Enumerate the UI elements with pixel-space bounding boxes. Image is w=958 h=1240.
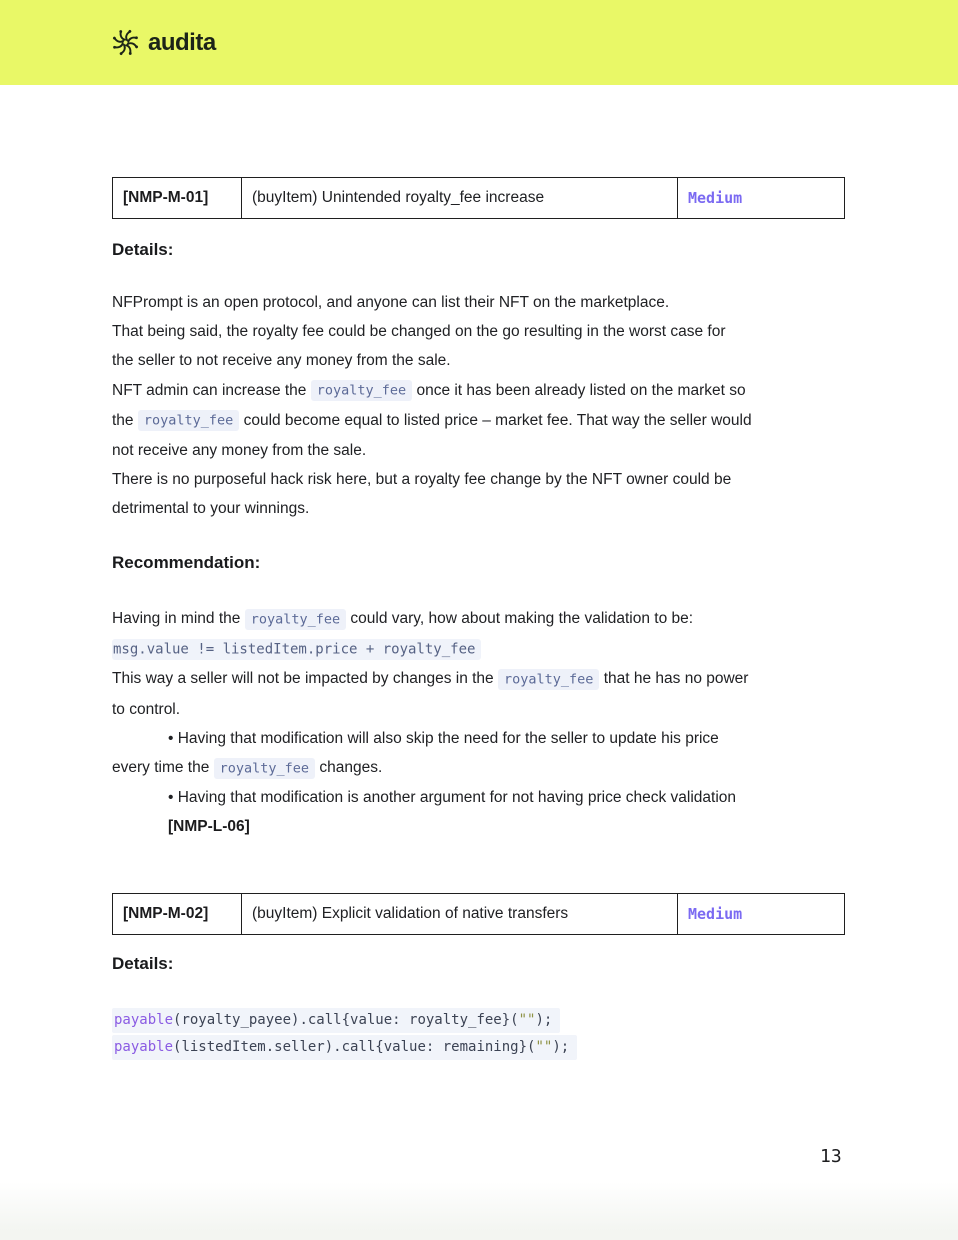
finding-table-nmp-m-01 [112, 177, 845, 219]
code-keyword: payable [114, 1039, 174, 1055]
text-line [112, 465, 852, 494]
text-segment: • Having that modification is another argument for not having price check validation [168, 789, 737, 807]
code-line-inline: msg.value != listedItem.price + royalty_fee [112, 639, 481, 661]
details-heading-1: Details: [112, 240, 174, 259]
code-text: (royalty_payee).call{value: royalty_fee}( [173, 1012, 519, 1028]
brand [110, 27, 216, 58]
text-line [112, 753, 852, 783]
text-segment: That being said, the royalty fee could be changed on the go resulting in the worst case for [112, 323, 726, 341]
text-segment: NFPrompt is an open protocol, and anyone can list their NFT on the marketplace. [112, 294, 670, 311]
text-segment: the [112, 411, 138, 429]
code-text: ); [535, 1012, 553, 1028]
text-line [112, 494, 852, 523]
text-line [112, 724, 852, 753]
recommendation-heading: Recommendation: [112, 553, 261, 572]
finding-title: (buyItem) Explicit validation of native transfers [241, 894, 677, 934]
inline-code: royalty_fee [245, 609, 346, 630]
text-segment: This way a seller will not be impacted by changes in the [112, 670, 498, 688]
inline-code: royalty_fee [214, 758, 315, 779]
severity-badge: Medium [677, 178, 846, 218]
code-text: (listedItem.seller).call{value: remaining}( [173, 1039, 536, 1055]
code-keyword: payable [114, 1012, 174, 1028]
code-text: ); [552, 1039, 570, 1055]
text-segment: once it has been already listed on the market so [412, 381, 746, 399]
details-body-2 [112, 1008, 852, 1062]
text-line [112, 288, 852, 317]
text-segment: detrimental to your winnings. [112, 500, 310, 518]
text-segment: that he has no power [599, 670, 749, 688]
severity-badge: Medium [677, 894, 846, 934]
text-line [112, 783, 852, 812]
text-line [112, 664, 852, 694]
finding-table-nmp-m-02 [112, 893, 845, 935]
text-segment: could vary, how about making the validation to be: [346, 610, 694, 627]
text-line [112, 812, 852, 841]
text-segment: There is no purposeful hack risk here, but a royalty fee change by the NFT owner could be [112, 471, 732, 489]
code-line [112, 1008, 560, 1033]
finding-id: [NMP-M-02] [123, 905, 209, 922]
text-line [112, 436, 852, 465]
inline-code: royalty_fee [138, 410, 239, 431]
text-line [112, 376, 852, 406]
text-segment: the seller to not receive any money from the sale. [112, 352, 451, 370]
text-segment: NFT admin can increase the [112, 381, 311, 399]
inline-code: royalty_fee [311, 380, 412, 401]
bold-reference: [NMP-L-06] [168, 818, 250, 836]
code-string: "" [535, 1039, 553, 1055]
inline-code: royalty_fee [498, 669, 599, 690]
paragraph [112, 288, 852, 524]
code-line [112, 1035, 577, 1060]
text-line [112, 604, 852, 634]
text-segment: to control. [112, 700, 181, 718]
header [0, 0, 958, 85]
text-line [112, 634, 852, 664]
finding-id: [NMP-M-01] [123, 189, 209, 206]
details-heading-2: Details: [112, 954, 174, 973]
code-string: "" [518, 1012, 536, 1028]
text-segment: Having in mind the [112, 610, 245, 627]
text-segment: • Having that modification will also skip the need for the seller to update his price [168, 729, 719, 747]
text-line [112, 406, 852, 436]
brand-name: audita [148, 28, 216, 56]
text-segment: not receive any money from the sale. [112, 442, 367, 460]
text-line [112, 695, 852, 724]
text-segment: every time the [112, 759, 214, 777]
text-segment: changes. [315, 759, 383, 777]
text-line [112, 317, 852, 346]
details-body-1 [112, 288, 852, 524]
text-line [112, 346, 852, 375]
page-number: 13 [820, 1146, 842, 1167]
paragraph [112, 604, 852, 842]
code-block [112, 1008, 852, 1060]
text-segment: could become equal to listed price – market fee. That way the seller would [239, 411, 752, 429]
audita-swirl-logo-icon [110, 27, 141, 58]
recommendation-body [112, 604, 852, 842]
finding-title: (buyItem) Unintended royalty_fee increase [241, 178, 677, 218]
